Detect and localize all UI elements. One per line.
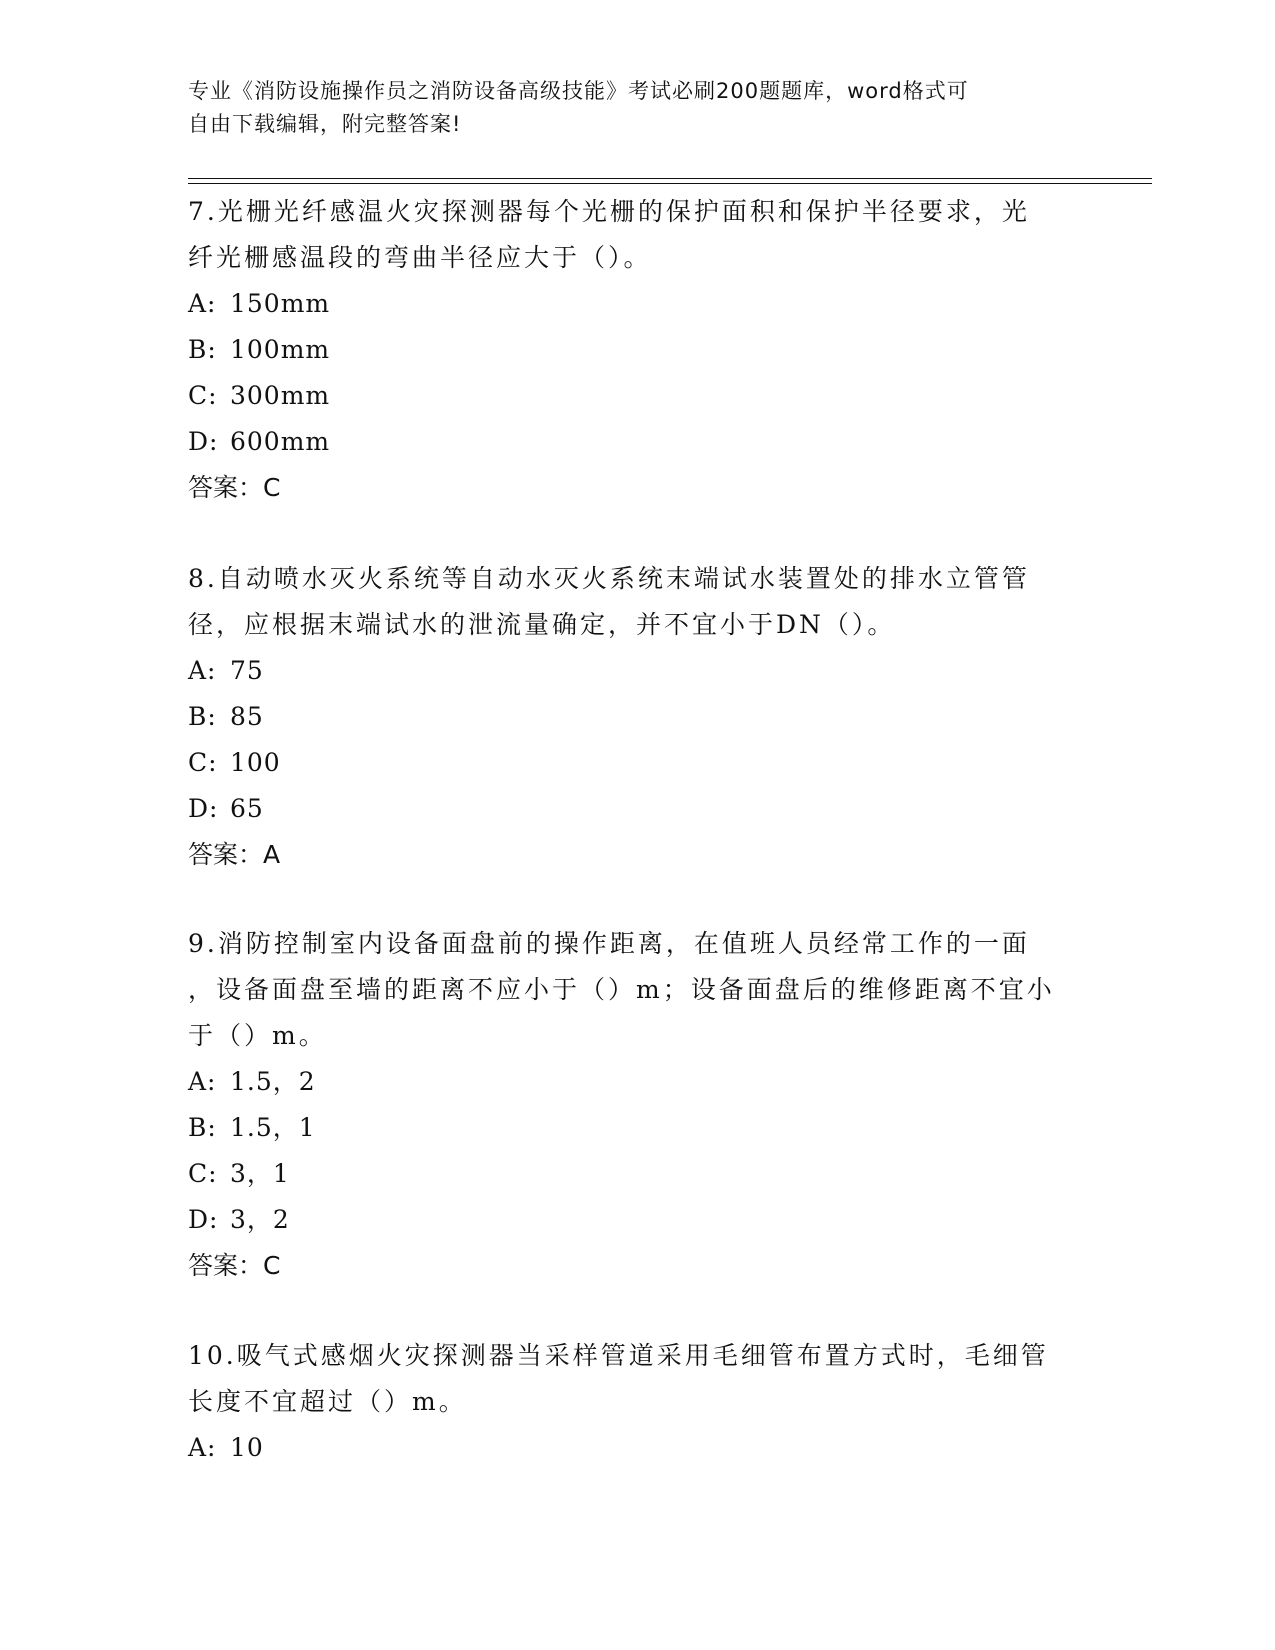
answer-text: 答案：C	[188, 1251, 281, 1280]
option-key: B:	[188, 335, 217, 364]
option-text: 75	[230, 656, 264, 685]
option-key: B:	[188, 1113, 217, 1142]
option-key: A:	[188, 289, 217, 318]
option-key: A:	[188, 1067, 217, 1096]
document-header	[188, 75, 1068, 141]
question-8	[188, 556, 1088, 878]
option-a	[188, 281, 1088, 327]
option-key: C:	[188, 1159, 218, 1188]
option-text: 1.5，1	[230, 1113, 316, 1142]
question-stem-line: ，设备面盘至墙的距离不应小于（）m；设备面盘后的维修距离不宜小	[188, 975, 1055, 1004]
option-a	[188, 1059, 1088, 1105]
option-text: 3，2	[230, 1205, 290, 1234]
question-stem-line: 径，应根据末端试水的泄流量确定，并不宜小于DN（）。	[188, 610, 896, 639]
answer-text: 答案：A	[188, 840, 281, 869]
option-b	[188, 327, 1088, 373]
question-stem-line: 纤光栅感温段的弯曲半径应大于（）。	[188, 243, 652, 272]
option-text: 300mm	[230, 381, 331, 410]
option-key: A:	[188, 1433, 217, 1462]
option-a	[188, 1425, 1088, 1471]
option-c	[188, 373, 1088, 419]
option-b	[188, 694, 1088, 740]
option-text: 600mm	[230, 427, 331, 456]
option-b	[188, 1105, 1088, 1151]
option-text: 65	[230, 794, 264, 823]
option-text: 100	[230, 748, 281, 777]
option-text: 100mm	[230, 335, 331, 364]
option-key: A:	[188, 656, 217, 685]
option-key: D:	[188, 427, 219, 456]
option-key: D:	[188, 1205, 219, 1234]
header-line-2: 自由下载编辑，附完整答案!	[188, 112, 462, 136]
option-text: 85	[230, 702, 264, 731]
option-text: 10	[230, 1433, 264, 1462]
option-d	[188, 419, 1088, 465]
option-key: C:	[188, 381, 218, 410]
option-key: D:	[188, 794, 219, 823]
question-stem-line: 10.吸气式感烟火灾探测器当采样管道采用毛细管布置方式时，毛细管	[188, 1341, 1049, 1370]
option-text: 3，1	[230, 1159, 290, 1188]
option-d	[188, 1197, 1088, 1243]
question-stem-line: 8.自动喷水灭火系统等自动水灭火系统末端试水装置处的排水立管管	[188, 564, 1030, 593]
header-divider-top	[188, 178, 1152, 179]
option-c	[188, 1151, 1088, 1197]
answer-text: 答案：C	[188, 473, 281, 502]
question-stem-line: 长度不宜超过（）m。	[188, 1387, 467, 1416]
question-7	[188, 189, 1088, 511]
header-divider-bottom	[188, 183, 1152, 184]
header-line-1: 专业《消防设施操作员之消防设备高级技能》考试必刷200题题库，word格式可	[188, 79, 969, 103]
option-c	[188, 740, 1088, 786]
question-stem-line: 7.光栅光纤感温火灾探测器每个光栅的保护面积和保护半径要求，光	[188, 197, 1030, 226]
option-a	[188, 648, 1088, 694]
question-stem-line: 于（）m。	[188, 1021, 327, 1050]
option-d	[188, 786, 1088, 832]
question-9	[188, 921, 1088, 1289]
option-text: 1.5，2	[230, 1067, 316, 1096]
option-key: B:	[188, 702, 217, 731]
question-stem-line: 9.消防控制室内设备面盘前的操作距离，在值班人员经常工作的一面	[188, 929, 1030, 958]
option-key: C:	[188, 748, 218, 777]
option-text: 150mm	[230, 289, 331, 318]
question-10	[188, 1333, 1088, 1471]
